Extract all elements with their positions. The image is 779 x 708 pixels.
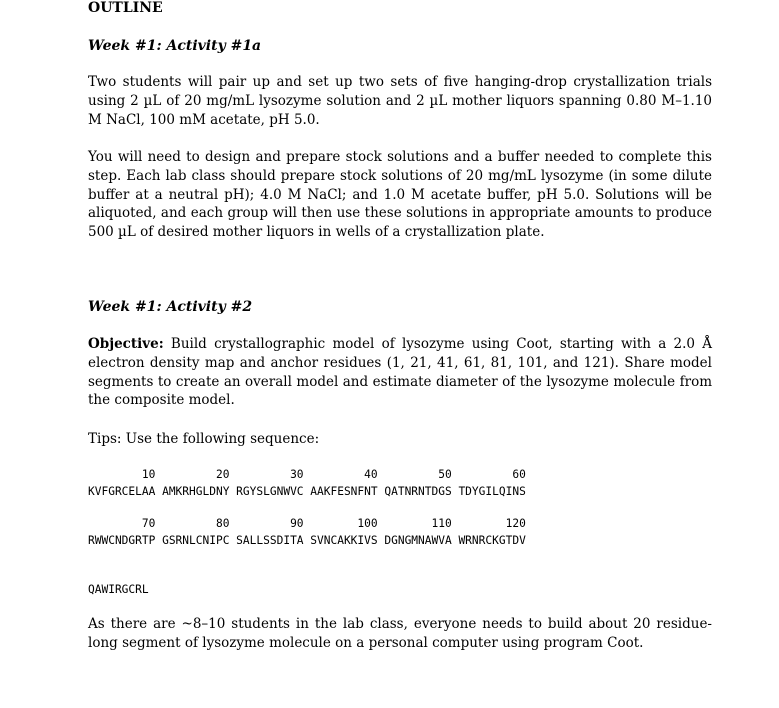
sequence-numbers-1: 10 20 30 40 50 60: [88, 468, 526, 481]
activity-1a-paragraph-2: You will need to design and prepare stock solutions and a buffer needed to complete this step. Each lab class should prepare stock solutions of 20 mg/mL lysozyme (in some dilute buffer at a neutral pH); 4.0 M NaCl; and 1.0 M acetate buffer, pH 5.0. Solutions will be aliquoted, and each group will then use these solutions in appropriate amounts to produce 500 µL of desired mother liquors in wells of a crystallization plate.: [88, 149, 712, 241]
objective-label: Objective:: [88, 336, 164, 352]
activity-1a-paragraph-1: Two students will pair up and set up two sets of five hanging-drop crystallization trials using 2 µL of 20 mg/mL lysozyme solution and 2 µL mother liquors spanning 0.80 M–1.10 M NaCl, 100 mM acetate, pH 5.0.: [88, 74, 712, 128]
sequence-residues-1: KVFGRCELAA AMKRHGLDNY RGYSLGNWVC AAKFESNFNT QATNRNTDGS TDYGILQINS: [88, 485, 526, 498]
activity-2-heading: Week #1: Activity #2: [88, 299, 253, 315]
sequence-numbers-2: 70 80 90 100 110 120: [88, 517, 526, 530]
sequence-residues-3: QAWIRGCRL: [88, 583, 149, 596]
sequence-residues-2: RWWCNDGRTP GSRNLCNIPC SALLSSDITA SVNCAKKIVS DGNGMNAWVA WRNRCKGTDV: [88, 534, 526, 547]
objective-text: Build crystallographic model of lysozyme using Coot, starting with a 2.0 Å electron density map and anchor residues (1, 21, 41, 61, 81, 101, and 121). Share model segments to create an overall model and estimate diameter of the lysozyme molecule from the composite model.: [88, 336, 712, 409]
tips-line: Tips: Use the following sequence:: [88, 431, 320, 447]
closing-paragraph: As there are ~8–10 students in the lab class, everyone needs to build about 20 residue-long segment of lysozyme molecule on a personal computer using program Coot.: [88, 616, 712, 651]
activity-1a-heading: Week #1: Activity #1a: [88, 38, 262, 54]
outline-title: OUTLINE: [88, 0, 163, 16]
objective-paragraph: [88, 335, 712, 410]
